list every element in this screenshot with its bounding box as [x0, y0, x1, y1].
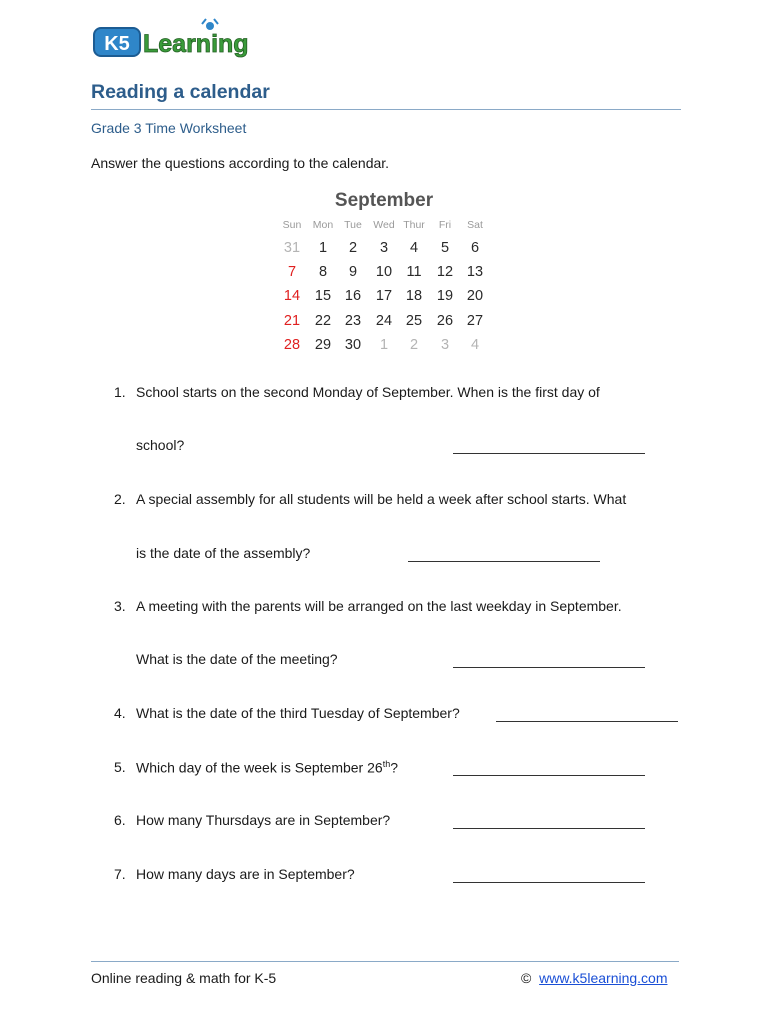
calendar-weekday-header: Sat — [467, 219, 483, 231]
answer-blank[interactable] — [408, 545, 600, 562]
question-text: How many Thursdays are in September? — [136, 812, 391, 828]
calendar-day: 17 — [375, 288, 393, 304]
calendar-day: 11 — [406, 264, 422, 280]
calendar-day: 14 — [283, 288, 301, 304]
answer-blank[interactable] — [453, 651, 645, 668]
question-number: 4. — [114, 705, 126, 721]
question-mark: ? — [390, 759, 398, 776]
calendar-day: 22 — [314, 313, 332, 329]
k5-learning-logo — [92, 14, 262, 62]
calendar-day: 19 — [436, 288, 454, 304]
page-title: Reading a calendar — [91, 81, 270, 103]
copyright-symbol: © — [521, 970, 532, 986]
calendar-day: 10 — [375, 264, 393, 280]
answer-blank[interactable] — [453, 759, 645, 776]
calendar-day: 29 — [314, 337, 332, 353]
title-divider — [91, 109, 681, 110]
instructions: Answer the questions according to the calendar. — [91, 155, 390, 171]
calendar-day: 2 — [409, 337, 419, 353]
question-text: How many days are in September? — [136, 866, 355, 882]
question-text: school? — [136, 437, 185, 453]
calendar-day: 13 — [466, 264, 484, 280]
question-text: What is the date of the third Tuesday of September? — [136, 705, 460, 721]
calendar-day: 5 — [440, 240, 450, 256]
calendar-day: 4 — [470, 337, 480, 353]
answer-blank[interactable] — [453, 812, 645, 829]
calendar-day: 30 — [344, 337, 362, 353]
calendar-weekday-header: Thur — [403, 219, 425, 231]
question-number: 6. — [114, 812, 126, 828]
logo-learning-text: Learning — [143, 30, 249, 58]
calendar-day: 1 — [318, 240, 328, 256]
answer-blank[interactable] — [453, 866, 645, 883]
calendar-day: 8 — [318, 264, 328, 280]
calendar-day: 6 — [470, 240, 480, 256]
calendar-day: 23 — [344, 313, 362, 329]
question-text: A meeting with the parents will be arranged on the last weekday in September. — [136, 598, 622, 614]
answer-blank[interactable] — [496, 705, 678, 722]
calendar-weekday-header: Mon — [312, 219, 334, 231]
calendar-day: 27 — [466, 313, 484, 329]
calendar-day: 26 — [436, 313, 454, 329]
calendar-day: 1 — [379, 337, 389, 353]
calendar-day: 4 — [409, 240, 419, 256]
question-number: 1. — [114, 384, 126, 400]
calendar-day: 12 — [436, 264, 454, 280]
question-text-main: Which day of the week is September 26 — [136, 759, 383, 776]
question-number: 3. — [114, 598, 126, 614]
calendar-weekday-header: Sun — [282, 219, 302, 231]
calendar-day: 15 — [314, 288, 332, 304]
question-number: 2. — [114, 491, 126, 507]
question-text: What is the date of the meeting? — [136, 651, 338, 667]
question-number: 5. — [114, 759, 126, 775]
question-text — [136, 759, 398, 776]
footer-divider — [91, 961, 679, 962]
calendar-day: 24 — [375, 313, 393, 329]
question-number: 7. — [114, 866, 126, 882]
footer-tagline: Online reading & math for K-5 — [91, 970, 277, 986]
calendar-day: 3 — [379, 240, 389, 256]
logo-k5-text: K5 — [104, 33, 130, 55]
calendar-day: 9 — [348, 264, 358, 280]
calendar-day: 18 — [405, 288, 423, 304]
calendar-day: 16 — [344, 288, 362, 304]
calendar-day: 20 — [466, 288, 484, 304]
calendar-day: 31 — [283, 240, 301, 256]
k5learning-link[interactable]: www.k5learning.com — [539, 970, 668, 986]
calendar-weekday-header: Fri — [438, 219, 452, 231]
calendar-day: 28 — [283, 337, 301, 353]
worksheet-subtitle: Grade 3 Time Worksheet — [91, 120, 247, 136]
calendar-day: 7 — [287, 264, 297, 280]
calendar-day: 21 — [283, 313, 301, 329]
question-text: is the date of the assembly? — [136, 545, 311, 561]
question-text: School starts on the second Monday of September. When is the first day of — [136, 384, 600, 400]
calendar-weekday-header: Wed — [373, 219, 395, 231]
footer-link-group — [521, 970, 668, 986]
calendar-day: 2 — [348, 240, 358, 256]
answer-blank[interactable] — [453, 437, 645, 454]
ordinal-suffix: th — [382, 759, 391, 769]
calendar-day: 25 — [405, 313, 423, 329]
calendar-weekday-header: Tue — [344, 219, 362, 231]
calendar-day: 3 — [440, 337, 450, 353]
calendar-month: September — [334, 190, 434, 211]
question-text: A special assembly for all students will be held a week after school starts. What — [136, 491, 627, 507]
